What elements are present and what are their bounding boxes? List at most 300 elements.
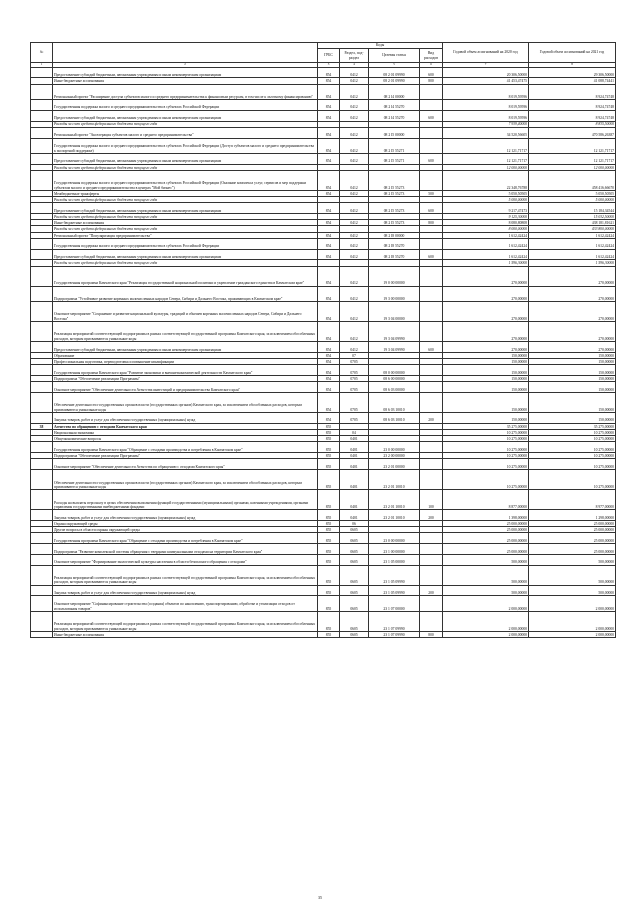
- row-razdel: 0705: [340, 375, 369, 381]
- row-name: Государственная программа Камчатского края "Обращение с отходами производства и потребления в Камчатском крае": [53, 533, 318, 544]
- row-name: Государственная программа Камчатского края "Обращение с отходами производства и потребления в Камчатском крае": [53, 442, 318, 453]
- row-name: Предоставление субсидий бюджетным, автономным учреждениям и иным некоммерческим организациям: [53, 67, 318, 78]
- row-expense-type: 800: [420, 631, 443, 637]
- row-expense-type: [420, 170, 443, 190]
- row-expense-type: 800: [420, 220, 443, 226]
- table-row: [31, 490, 616, 510]
- table-row: [31, 533, 616, 544]
- row-grbs: 854: [318, 266, 340, 286]
- row-amount-2020: 2 000,00000: [443, 631, 529, 637]
- row-razdel: 04: [340, 429, 369, 435]
- row-expense-type: [420, 554, 443, 565]
- row-grbs: 855: [318, 436, 340, 442]
- row-amount-2020: 12 121,71717: [443, 138, 529, 153]
- row-razdel: 0605: [340, 565, 369, 585]
- row-razdel: 0401: [340, 453, 369, 459]
- row-target-article: 23 2 01 10010: [369, 470, 420, 490]
- row-razdel: 0412: [340, 110, 369, 121]
- row-name: Закупка товаров, работ и услуг для обеспечения государственных (муниципальных) нужд: [53, 585, 318, 596]
- col-name-header: [53, 43, 318, 63]
- row-target-article: 08 2 I5 55273: [369, 190, 420, 196]
- row-amount-2021: 150,00000: [529, 392, 616, 412]
- table-row: [31, 382, 616, 393]
- table-row: [31, 286, 616, 301]
- row-amount-2020: 10 275,00000: [443, 436, 529, 442]
- row-amount-2020: 8 080,80808: [443, 220, 529, 226]
- row-target-article: 19 3 04 00000: [369, 302, 420, 322]
- codes-header: Коды: [318, 43, 443, 49]
- row-target-article: 23 2 01 00000: [369, 459, 420, 470]
- table-row: [31, 565, 616, 585]
- row-amount-2020: 150,00000: [443, 375, 529, 381]
- row-razdel: 0401: [340, 459, 369, 470]
- row-name: Расходы за счет средств федерального бюджета текущего года: [53, 121, 318, 127]
- row-amount-2020: 25 000,00000: [443, 533, 529, 544]
- row-target-article: 08 2 I5 55273: [369, 203, 420, 214]
- row-name: Региональный проект "Акселерация субъектов малого и среднего предпринимательства": [53, 127, 318, 138]
- row-grbs: 855: [318, 527, 340, 533]
- row-number: [31, 238, 53, 249]
- table-row: [31, 99, 616, 110]
- row-amount-2021: 8 924,74748: [529, 99, 616, 110]
- row-razdel: 0412: [340, 220, 369, 226]
- row-expense-type: [420, 596, 443, 611]
- row-amount-2021: 10 275,00000: [529, 459, 616, 470]
- row-grbs: 855: [318, 442, 340, 453]
- row-expense-type: [420, 565, 443, 585]
- row-amount-2021: 41 088,74441: [529, 78, 616, 84]
- row-name: Расходы на выплаты персоналу в целях обеспечения выполнения функций государственными (муниципальными) органами, казенными учреждениями, органами управления государственными внебюджетными фондами: [53, 490, 318, 510]
- row-grbs: 854: [318, 375, 340, 381]
- row-amount-2021: 25 000,00000: [529, 520, 616, 526]
- row-razdel: 0705: [340, 392, 369, 412]
- row-amount-2021: 270,00000: [529, 286, 616, 301]
- row-grbs: 854: [318, 365, 340, 376]
- row-expense-type: 600: [420, 67, 443, 78]
- row-amount-2021: 1 298,00000: [529, 510, 616, 521]
- row-number: [31, 412, 53, 423]
- row-target-article: 23 0 00 00000: [369, 533, 420, 544]
- row-target-article: 08 6 03 10010: [369, 392, 420, 412]
- row-name: Региональный проект "Расширение доступа субъектов малого и среднего предпринимательства к финансовым ресурсам, в том числе к льготному финансированию": [53, 84, 318, 99]
- row-expense-type: [420, 302, 443, 322]
- col-index: 7: [443, 63, 529, 68]
- row-amount-2020: 150,00000: [443, 392, 529, 412]
- row-amount-2021: 5 000,00000: [529, 197, 616, 203]
- row-expense-type: 200: [420, 412, 443, 423]
- row-amount-2021: 10 275,00000: [529, 429, 616, 435]
- row-expense-type: 200: [420, 510, 443, 521]
- row-expense-type: [420, 266, 443, 286]
- row-razdel: 0401: [340, 470, 369, 490]
- row-name: Государственная программа Камчатского края "Развитие экономики и внешнеэкономической деятельности Камчатского края": [53, 365, 318, 376]
- row-name: Предоставление субсидий бюджетным, автономным учреждениям и иным некоммерческим организациям: [53, 342, 318, 353]
- row-expense-type: [420, 138, 443, 153]
- row-amount-2020: 8 019,59596: [443, 110, 529, 121]
- row-number: [31, 138, 53, 153]
- table-row: [31, 249, 616, 260]
- row-grbs: 854: [318, 249, 340, 260]
- row-name: Расходы за счет средств федерального бюджета текущего года: [53, 226, 318, 232]
- row-amount-2021: 29 306,50000: [529, 67, 616, 78]
- row-razdel: 06: [340, 520, 369, 526]
- row-razdel: 0605: [340, 527, 369, 533]
- row-amount-2020: 25 000,00000: [443, 520, 529, 526]
- table-row: [31, 365, 616, 376]
- row-name: Основное мероприятие "Обеспечение деятельности Агентства инвестиций и предпринимательства Камчатского края": [53, 382, 318, 393]
- row-amount-2021: 2 000,00000: [529, 596, 616, 611]
- row-amount-2020: 5 050,50505: [443, 190, 529, 196]
- row-grbs: 854: [318, 238, 340, 249]
- row-expense-type: [420, 533, 443, 544]
- row-amount-2020: 8 019,59596: [443, 84, 529, 99]
- row-grbs: 855: [318, 544, 340, 555]
- row-target-article: 08 6 00 00000: [369, 375, 420, 381]
- row-target-article: 23 1 07 09990: [369, 631, 420, 637]
- row-razdel: 0401: [340, 436, 369, 442]
- row-amount-2021: 10 275,00000: [529, 436, 616, 442]
- row-name: Предоставление субсидий бюджетным, автономным учреждениям и иным некоммерческим организациям: [53, 110, 318, 121]
- row-razdel: 0401: [340, 490, 369, 510]
- row-number: [31, 203, 53, 214]
- row-expense-type: [420, 442, 443, 453]
- row-amount-2021: 433 800,00000: [529, 226, 616, 232]
- row-amount-2021: 2 000,00000: [529, 631, 616, 637]
- row-amount-2020: 22 348,76788: [443, 170, 529, 190]
- table-row: [31, 238, 616, 249]
- col-index: 3: [318, 63, 340, 68]
- row-razdel: 0605: [340, 631, 369, 637]
- col-cs-header: Целевая статья: [369, 49, 420, 63]
- row-grbs: 854: [318, 99, 340, 110]
- row-amount-2020: 150,00000: [443, 412, 529, 423]
- row-grbs: 854: [318, 286, 340, 301]
- row-name: Расходы за счет средств федерального бюджета текущего года: [53, 260, 318, 266]
- row-grbs: 854: [318, 412, 340, 423]
- row-target-article: 08 6 03 00000: [369, 382, 420, 393]
- row-razdel: 0412: [340, 99, 369, 110]
- row-target-article: 08 2 I5 00000: [369, 127, 420, 138]
- row-name: Обеспечение деятельности государственных органов власти (государственных органов) Камчатского края, за исключением обособленных расходов, которым присваиваются уникальные коды: [53, 392, 318, 412]
- row-amount-2020: 270,00000: [443, 342, 529, 353]
- table-row: [31, 170, 616, 190]
- row-amount-2020: 150,00000: [443, 359, 529, 365]
- row-expense-type: [420, 611, 443, 631]
- row-razdel: 0705: [340, 365, 369, 376]
- row-target-article: 08 2 01 09990: [369, 78, 420, 84]
- row-target-article: 23 1 07 09990: [369, 611, 420, 631]
- row-target-article: 08 2 I5 55271: [369, 138, 420, 153]
- row-number: [31, 286, 53, 301]
- row-amount-2020: 20 306,50000: [443, 67, 529, 78]
- row-amount-2020: 10 275,00000: [443, 470, 529, 490]
- page-number: 35: [318, 895, 322, 900]
- row-amount-2020: 34 520,56605: [443, 127, 529, 138]
- row-amount-2021: 150,00000: [529, 359, 616, 365]
- table-row: [31, 302, 616, 322]
- row-grbs: 854: [318, 322, 340, 342]
- table-row: [31, 203, 616, 214]
- row-number: [31, 266, 53, 286]
- row-target-article: 23 1 05 09990: [369, 565, 420, 585]
- row-amount-2020: 1 596,30000: [443, 260, 529, 266]
- row-target-article: 23 1 00 00000: [369, 544, 420, 555]
- row-amount-2021: 150,00000: [529, 382, 616, 393]
- row-number: [31, 565, 53, 585]
- row-amount-2021: 12 000,00000: [529, 164, 616, 170]
- row-razdel: 0412: [340, 342, 369, 353]
- row-razdel: 0412: [340, 127, 369, 138]
- row-target-article: 19 3 00 00000: [369, 286, 420, 301]
- row-number: [31, 459, 53, 470]
- row-name: Охрана окружающей среды: [53, 520, 318, 526]
- row-number: [31, 302, 53, 322]
- row-amount-2020: 12 000,00000: [443, 164, 529, 170]
- row-name: Государственная поддержка малого и среднего предпринимательства в субъектах Российской Федерации: [53, 238, 318, 249]
- col-index: 2: [53, 63, 318, 68]
- row-razdel: 0412: [340, 238, 369, 249]
- row-amount-2020: 5 000,00000: [443, 197, 529, 203]
- row-grbs: 854: [318, 170, 340, 190]
- row-amount-2020: 10 275,00000: [443, 459, 529, 470]
- row-amount-2021: 270,00000: [529, 322, 616, 342]
- col-2020-header: Годовой объем ассигнований на 2020 год: [443, 43, 529, 63]
- row-target-article: 08 2 I8 55270: [369, 249, 420, 260]
- row-number: [31, 342, 53, 353]
- row-amount-2020: 500,00000: [443, 585, 529, 596]
- table-row: [31, 442, 616, 453]
- row-razdel: 0412: [340, 286, 369, 301]
- row-razdel: 0412: [340, 170, 369, 190]
- row-grbs: 854: [318, 302, 340, 322]
- row-number: [31, 249, 53, 260]
- row-name: Закупка товаров, работ и услуг для обеспечения государственных (муниципальных) нужд: [53, 412, 318, 423]
- row-amount-2021: 150,00000: [529, 352, 616, 358]
- row-razdel: 0412: [340, 266, 369, 286]
- row-target-article: 23 1 05 09990: [369, 585, 420, 596]
- row-expense-type: [420, 238, 443, 249]
- row-razdel: 0412: [340, 67, 369, 78]
- table-row: [31, 84, 616, 99]
- row-expense-type: [420, 84, 443, 99]
- table-row: [31, 392, 616, 412]
- row-grbs: 854: [318, 220, 340, 226]
- row-target-article: 23 2 01 10010: [369, 490, 420, 510]
- row-amount-2021: 270,00000: [529, 302, 616, 322]
- row-grbs: 854: [318, 232, 340, 238]
- row-grbs: 854: [318, 352, 340, 358]
- row-amount-2021: 15 032,50000: [529, 214, 616, 220]
- row-amount-2020: 1 612,42424: [443, 232, 529, 238]
- row-amount-2021: 270,00000: [529, 342, 616, 353]
- row-name: Агентство по обращению с отходами Камчатского края: [53, 423, 318, 429]
- table-row: [31, 266, 616, 286]
- row-amount-2020: 7 939,40000: [443, 121, 529, 127]
- col-index: 5: [369, 63, 420, 68]
- row-target-article: 08 0 00 00000: [369, 365, 420, 376]
- row-amount-2020: 270,00000: [443, 322, 529, 342]
- row-razdel: 0705: [340, 359, 369, 365]
- row-target-article: 19 3 04 09990: [369, 342, 420, 353]
- row-expense-type: [420, 459, 443, 470]
- row-target-article: 08 2 I5 55273: [369, 170, 420, 190]
- row-name: Подпрограмма "Обеспечение реализации Программы": [53, 375, 318, 381]
- row-number: [31, 67, 53, 78]
- row-expense-type: 600: [420, 153, 443, 164]
- row-grbs: 855: [318, 490, 340, 510]
- row-grbs: 855: [318, 565, 340, 585]
- row-grbs: 854: [318, 392, 340, 412]
- row-amount-2021: 2 000,00000: [529, 611, 616, 631]
- row-grbs: 855: [318, 585, 340, 596]
- table-row: [31, 585, 616, 596]
- row-number: [31, 631, 53, 637]
- row-grbs: 854: [318, 138, 340, 153]
- col-index: 6: [420, 63, 443, 68]
- row-amount-2021: 15 184,34544: [529, 203, 616, 214]
- row-grbs: 855: [318, 429, 340, 435]
- row-amount-2021: 25 000,00000: [529, 533, 616, 544]
- row-expense-type: 500: [420, 190, 443, 196]
- row-razdel: 07: [340, 352, 369, 358]
- row-amount-2020: 150,00000: [443, 352, 529, 358]
- row-amount-2020: 25 000,00000: [443, 527, 529, 533]
- row-name: Основное мероприятие "Обеспечение деятельности Агентства по обращению с отходами Камчатского края": [53, 459, 318, 470]
- table-row: [31, 596, 616, 611]
- row-target-article: 08 2 I4 55270: [369, 99, 420, 110]
- row-name: Основное мероприятие "Софинансирование строительства (создания) объектов по накоплению, транспортированию, обработке и утилизации отходов от использования товаров": [53, 596, 318, 611]
- table-row: [31, 127, 616, 138]
- row-grbs: 855: [318, 611, 340, 631]
- row-amount-2020: 8 877,00000: [443, 490, 529, 510]
- row-razdel: 0705: [340, 382, 369, 393]
- row-name: Основное мероприятие "Сохранение и развитие национальной культуры, традиций и обычаев коренных малочисленных народов Севера, Сибири и Дальнего Востока": [53, 302, 318, 322]
- row-razdel: 0605: [340, 533, 369, 544]
- row-amount-2021: 12 121,71717: [529, 138, 616, 153]
- row-name: Подпрограмма "Устойчивое развитие коренных малочисленных народов Севера, Сибири и Дальнего Востока, проживающих в Камчатском крае": [53, 286, 318, 301]
- row-target-article: 23 2 00 00000: [369, 453, 420, 459]
- budget-table: [30, 42, 616, 638]
- row-razdel: 0412: [340, 153, 369, 164]
- row-amount-2021: 10 275,00000: [529, 453, 616, 459]
- row-amount-2020: 8 000,00000: [443, 226, 529, 232]
- row-amount-2021: 438 181,81621: [529, 220, 616, 226]
- col-index: 1: [31, 63, 53, 68]
- row-number: [31, 322, 53, 342]
- row-target-article: 08 2 01 09990: [369, 67, 420, 78]
- row-razdel: 0605: [340, 544, 369, 555]
- row-target-article: 08 6 03 10010: [369, 412, 420, 423]
- table-row: [31, 554, 616, 565]
- table-row: [31, 470, 616, 490]
- row-target-article: 19 3 04 09990: [369, 322, 420, 342]
- row-grbs: 854: [318, 153, 340, 164]
- row-name: Предоставление субсидий бюджетным, автономным учреждениям и иным некоммерческим организациям: [53, 203, 318, 214]
- row-amount-2021: 12 121,71717: [529, 153, 616, 164]
- row-razdel: 0412: [340, 232, 369, 238]
- row-amount-2021: 150,00000: [529, 365, 616, 376]
- row-name: Иные бюджетные ассигнования: [53, 220, 318, 226]
- row-razdel: 0412: [340, 203, 369, 214]
- row-razdel: 0412: [340, 249, 369, 260]
- table-row: [31, 322, 616, 342]
- row-expense-type: 600: [420, 249, 443, 260]
- row-razdel: 0412: [340, 84, 369, 99]
- row-amount-2021: 10 275,00000: [529, 442, 616, 453]
- row-expense-type: [420, 127, 443, 138]
- row-name: Образование: [53, 352, 318, 358]
- row-amount-2020: 1 612,42424: [443, 249, 529, 260]
- row-expense-type: 600: [420, 110, 443, 121]
- row-name: Расходы за счет средств федерального бюджета текущего года: [53, 197, 318, 203]
- row-number: 38: [31, 423, 53, 429]
- row-number: [31, 392, 53, 412]
- row-grbs: 854: [318, 78, 340, 84]
- table-row: [31, 631, 616, 637]
- row-number: [31, 533, 53, 544]
- row-grbs: 855: [318, 453, 340, 459]
- row-number: [31, 510, 53, 521]
- row-name: Общеэкономические вопросы: [53, 436, 318, 442]
- row-amount-2020: 1 398,00000: [443, 510, 529, 521]
- row-number: [31, 99, 53, 110]
- row-razdel: 0605: [340, 611, 369, 631]
- row-target-article: 23 1 05 00000: [369, 554, 420, 565]
- row-name: Предоставление субсидий бюджетным, автономным учреждениям и иным некоммерческим организациям: [53, 153, 318, 164]
- row-name: Межбюджетные трансферты: [53, 190, 318, 196]
- row-number: [31, 554, 53, 565]
- row-amount-2021: 5 050,50505: [529, 190, 616, 196]
- row-name: Государственная поддержка малого и среднего предпринимательства в субъектах Российской Федерации (Оказание комплекса услуг, сервисов и мер поддержки субъектам малого и среднего предпринимательства в центрах "Мой бизнес"): [53, 170, 318, 190]
- row-amount-2020: 270,00000: [443, 286, 529, 301]
- row-expense-type: [420, 286, 443, 301]
- row-name: Закупка товаров, работ и услуг для обеспечения государственных (муниципальных) нужд: [53, 510, 318, 521]
- row-name: Реализация мероприятий соответствующей подпрограммы в рамках соответствующей государственной программы Камчатского края, за исключением обособленных расходов, которым присваиваются уникальные коды: [53, 565, 318, 585]
- row-target-article: 08 2 I4 55270: [369, 110, 420, 121]
- row-number: [31, 84, 53, 99]
- row-number: [31, 490, 53, 510]
- row-name: Иные бюджетные ассигнования: [53, 631, 318, 637]
- row-grbs: 855: [318, 470, 340, 490]
- row-grbs: 855: [318, 423, 340, 429]
- row-number: [31, 127, 53, 138]
- row-name: Региональный проект "Популяризация предпринимательства": [53, 232, 318, 238]
- row-expense-type: [420, 322, 443, 342]
- row-razdel: 0412: [340, 78, 369, 84]
- row-name: Расходы за счет средств федерального бюджета текущего года: [53, 214, 318, 220]
- row-amount-2020: 150,00000: [443, 382, 529, 393]
- row-amount-2021: 8 924,74748: [529, 84, 616, 99]
- row-amount-2021: 8 977,00000: [529, 490, 616, 510]
- row-amount-2020: 500,00000: [443, 565, 529, 585]
- row-name: Подпрограмма "Обеспечение реализации Программы": [53, 453, 318, 459]
- row-amount-2020: 8 019,59596: [443, 99, 529, 110]
- row-grbs: 854: [318, 342, 340, 353]
- row-grbs: 854: [318, 359, 340, 365]
- row-amount-2021: 150,00000: [529, 412, 616, 423]
- row-razdel: 0401: [340, 510, 369, 521]
- row-amount-2020: 270,00000: [443, 266, 529, 286]
- row-grbs: 854: [318, 382, 340, 393]
- row-amount-2021: 35 275,00000: [529, 423, 616, 429]
- row-expense-type: [420, 392, 443, 412]
- row-amount-2021: 10 275,00000: [529, 470, 616, 490]
- row-amount-2021: 1 596,30000: [529, 260, 616, 266]
- row-expense-type: 100: [420, 490, 443, 510]
- row-number: [31, 382, 53, 393]
- row-expense-type: [420, 544, 443, 555]
- row-amount-2020: 2 000,00000: [443, 596, 529, 611]
